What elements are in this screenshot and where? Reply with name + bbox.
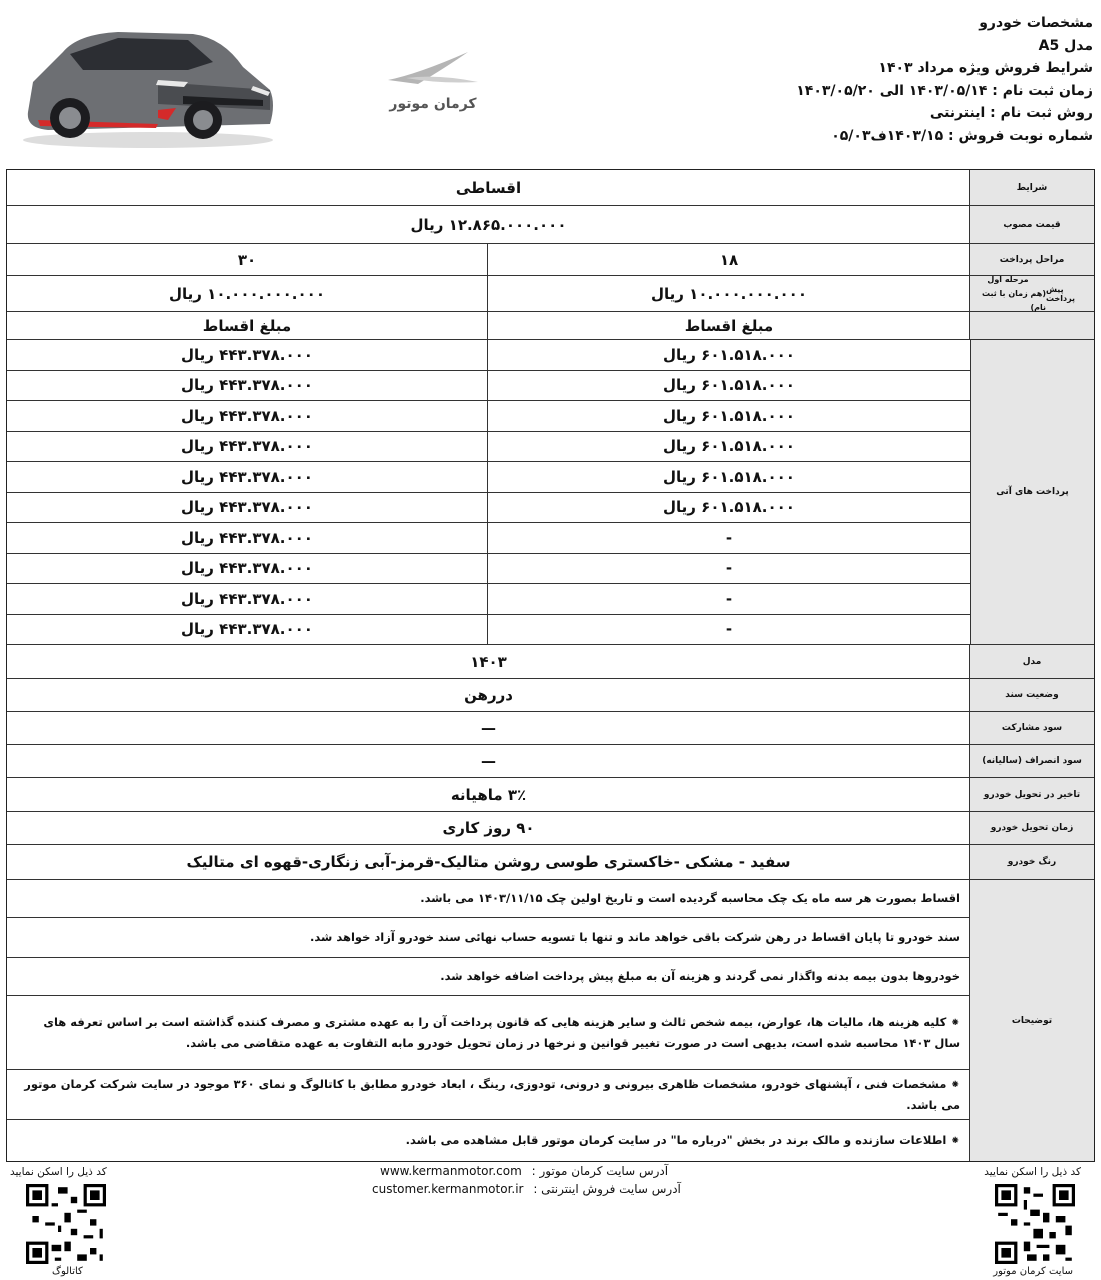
- installment-30-value: ۴۴۳.۳۷۸.۰۰۰ ریال: [181, 345, 313, 364]
- installment-header-18: مبلغ اقساط: [487, 312, 970, 339]
- row-conditions: [7, 170, 1094, 206]
- installment-30-value: ۴۴۳.۳۷۸.۰۰۰ ریال: [181, 467, 313, 486]
- installment-row: [7, 615, 1094, 646]
- cancellation-value: —: [481, 752, 496, 770]
- header-title: مشخصات خودرو: [979, 15, 1093, 31]
- model-label: مدل: [969, 645, 1094, 678]
- installment-row: [7, 493, 1094, 524]
- price-label: قیمت مصوب: [969, 206, 1094, 243]
- row-cancellation: [7, 745, 1094, 778]
- note-2: سند خودرو تا پایان اقساط در رهن شرکت باقی خواهد ماند و تنها با تسویه حساب نهائی سند خودرو آزاد خواهد شد.: [7, 918, 970, 958]
- sale-url-link[interactable]: customer.kermanmotor.ir: [372, 1182, 524, 1196]
- delay-value: ۳٪ ماهیانه: [450, 785, 527, 804]
- delay-label: تاخیر در تحویل خودرو: [969, 778, 1094, 811]
- header-registration-time: زمان ثبت نام : ۱۴۰۳/۰۵/۱۴ الی ۱۴۰۳/۰۵/۲۰: [796, 82, 1093, 99]
- car-image: [8, 12, 278, 152]
- stage-30: ۳۰: [237, 250, 257, 269]
- row-partnership: [7, 712, 1094, 745]
- conditions-label: شرایط: [969, 170, 1094, 205]
- qr-code-site-icon[interactable]: [995, 1184, 1075, 1264]
- prepay-label: پیش پرداخت: [1046, 276, 1094, 311]
- installment-row: [7, 371, 1094, 402]
- delivery-label: زمان تحویل خودرو: [969, 812, 1094, 844]
- conditions-value: اقساطی: [455, 178, 522, 197]
- installment-30-value: ۴۴۳.۳۷۸.۰۰۰ ریال: [181, 498, 313, 517]
- site-url[interactable]: [380, 1164, 668, 1178]
- kerman-motor-logo: [378, 44, 488, 116]
- site-url-label: آدرس سایت کرمان موتور :: [531, 1164, 669, 1178]
- prepay-30: ۱۰.۰۰۰.۰۰۰.۰۰۰ ریال: [169, 284, 325, 303]
- header-registration-method: روش ثبت نام : اینترنتی: [929, 105, 1093, 121]
- partnership-label: سود مشارکت: [969, 712, 1094, 744]
- header-info: [733, 12, 1093, 147]
- note-5: ⁕ مشخصات فنی ، آپشنهای خودرو، مشخصات ظاهری بیرونی و درونی، تودوزی، رینگ ، ابعاد خودرو مطابق با کاتالوگ و نمای ۳۶۰ موجود در سایت شرکت کرمان موتور می باشد.: [7, 1070, 970, 1120]
- row-model: [7, 645, 1094, 679]
- qr-catalog-caption: کاتالوگ: [52, 1266, 83, 1277]
- partnership-value: —: [481, 719, 496, 737]
- logo-mark-icon: [378, 44, 488, 92]
- installment-row: [7, 554, 1094, 585]
- installment-row: [7, 340, 1094, 371]
- document-value: دررهن: [464, 686, 513, 704]
- scan-hint-left: کد ذیل را اسکن نمایید: [10, 1166, 107, 1178]
- scan-hint-right: کد ذیل را اسکن نمایید: [984, 1166, 1081, 1178]
- notes-label: توضیحات: [969, 880, 1094, 1161]
- sale-url-label: آدرس سایت فروش اینترنتی :: [533, 1182, 681, 1196]
- first-stage-label: [969, 276, 1046, 311]
- stages-label: مراحل پرداخت: [969, 244, 1094, 275]
- row-delay: [7, 778, 1094, 812]
- header-sale-conditions: شرایط فروش ویژه مرداد ۱۴۰۳: [878, 60, 1093, 76]
- header-turn-number: شماره نوبت فروش : ۱۴۰۳/۱۵ف۰۵/۰۳: [831, 127, 1093, 144]
- header-model: مدل A5: [1038, 37, 1093, 54]
- first-stage-title: مرحله اول: [987, 274, 1029, 284]
- installment-row: [7, 584, 1094, 615]
- specification-table: [6, 169, 1095, 1162]
- row-document: [7, 679, 1094, 712]
- installment-18-value: ۶۰۱.۵۱۸.۰۰۰ ریال: [487, 340, 970, 370]
- qr-site-caption: سایت کرمان موتور: [993, 1266, 1073, 1277]
- sale-url[interactable]: [372, 1182, 681, 1196]
- note-3: خودروها بدون بیمه بدنه واگذار نمی گردند و هزینه آن به مبلغ پیش پرداخت اضافه خواهد شد.: [7, 958, 970, 996]
- installment-30-value: ۴۴۳.۳۷۸.۰۰۰ ریال: [181, 559, 313, 578]
- installment-row: [7, 432, 1094, 463]
- note-6: ⁕ اطلاعات سازنده و مالک برند در بخش "درباره ما" در سایت کرمان موتور قابل مشاهده می باشد.: [405, 1132, 960, 1147]
- row-stages: [7, 244, 1094, 276]
- prepay-18: ۱۰.۰۰۰.۰۰۰.۰۰۰ ریال: [487, 276, 970, 311]
- color-value: سفید - مشکی -خاکستری طوسی روشن متالیک-قرمز-آبی زنگاری-قهوه ای متالیک: [186, 853, 791, 871]
- installment-18-value: -: [487, 615, 970, 645]
- installment-row: [7, 401, 1094, 432]
- installment-18-value: -: [487, 584, 970, 614]
- qr-code-catalog-icon[interactable]: [26, 1184, 106, 1264]
- installment-18-value: ۶۰۱.۵۱۸.۰۰۰ ریال: [487, 432, 970, 462]
- future-payments-label: پرداخت های آتی: [970, 340, 1094, 645]
- installment-18-value: ۶۰۱.۵۱۸.۰۰۰ ریال: [487, 371, 970, 401]
- delivery-value: ۹۰ روز کاری: [442, 819, 535, 837]
- installment-18-value: ۶۰۱.۵۱۸.۰۰۰ ریال: [487, 401, 970, 431]
- installment-row: [7, 523, 1094, 554]
- site-url-link[interactable]: www.kermanmotor.com: [380, 1164, 522, 1178]
- installment-18-value: -: [487, 554, 970, 584]
- installment-18-value: ۶۰۱.۵۱۸.۰۰۰ ریال: [487, 462, 970, 492]
- installment-30-value: ۴۴۳.۳۷۸.۰۰۰ ریال: [181, 620, 313, 639]
- row-price: [7, 206, 1094, 244]
- installment-30-value: ۴۴۳.۳۷۸.۰۰۰ ریال: [181, 589, 313, 608]
- row-prepayment: [7, 276, 1094, 312]
- color-label: رنگ خودرو: [969, 845, 1094, 879]
- model-value: ۱۴۰۳: [470, 652, 507, 671]
- installment-18-value: ۶۰۱.۵۱۸.۰۰۰ ریال: [487, 493, 970, 523]
- installment-header-label-cell: [969, 312, 1094, 339]
- stage-18: ۱۸: [487, 244, 970, 275]
- row-delivery: [7, 812, 1094, 845]
- installment-30-value: ۴۴۳.۳۷۸.۰۰۰ ریال: [181, 528, 313, 547]
- installment-30-value: ۴۴۳.۳۷۸.۰۰۰ ریال: [181, 376, 313, 395]
- price-value: ۱۲.۸۶۵.۰۰۰.۰۰۰ ریال: [410, 215, 567, 234]
- row-color: [7, 845, 1094, 880]
- logo-text: کرمان موتور: [389, 96, 477, 112]
- installment-30-value: ۴۴۳.۳۷۸.۰۰۰ ریال: [181, 437, 313, 456]
- cancellation-label: سود انصراف (سالیانه): [969, 745, 1094, 777]
- note-4: ⁕ کلیه هزینه ها، مالیات ها، عوارض، بیمه شخص ثالث و سایر هزینه هایی که قانون پرداخت آن را به عهده مشتری و مصرف کننده گذاشته است بر اساس تعرفه های سال ۱۴۰۳ محاسبه شده است، بدیهی است در صورت تغییر قوانین و نرخها در زمان تحویل خودرو مابه التفاوت به عهده متقاضی می باشد.: [7, 996, 970, 1070]
- first-stage-subtitle: (هم زمان با ثبت نام): [982, 288, 1046, 312]
- note-1: اقساط بصورت هر سه ماه یک چک محاسبه گردیده است و تاریخ اولین چک ۱۴۰۳/۱۱/۱۵ می باشد.: [7, 880, 970, 918]
- row-installment-header: [7, 312, 1094, 340]
- document-label: وضعیت سند: [969, 679, 1094, 711]
- installment-30-value: ۴۴۳.۳۷۸.۰۰۰ ریال: [181, 406, 313, 425]
- installment-row: [7, 462, 1094, 493]
- installment-18-value: -: [487, 523, 970, 553]
- installment-header-30: مبلغ اقساط: [202, 316, 292, 335]
